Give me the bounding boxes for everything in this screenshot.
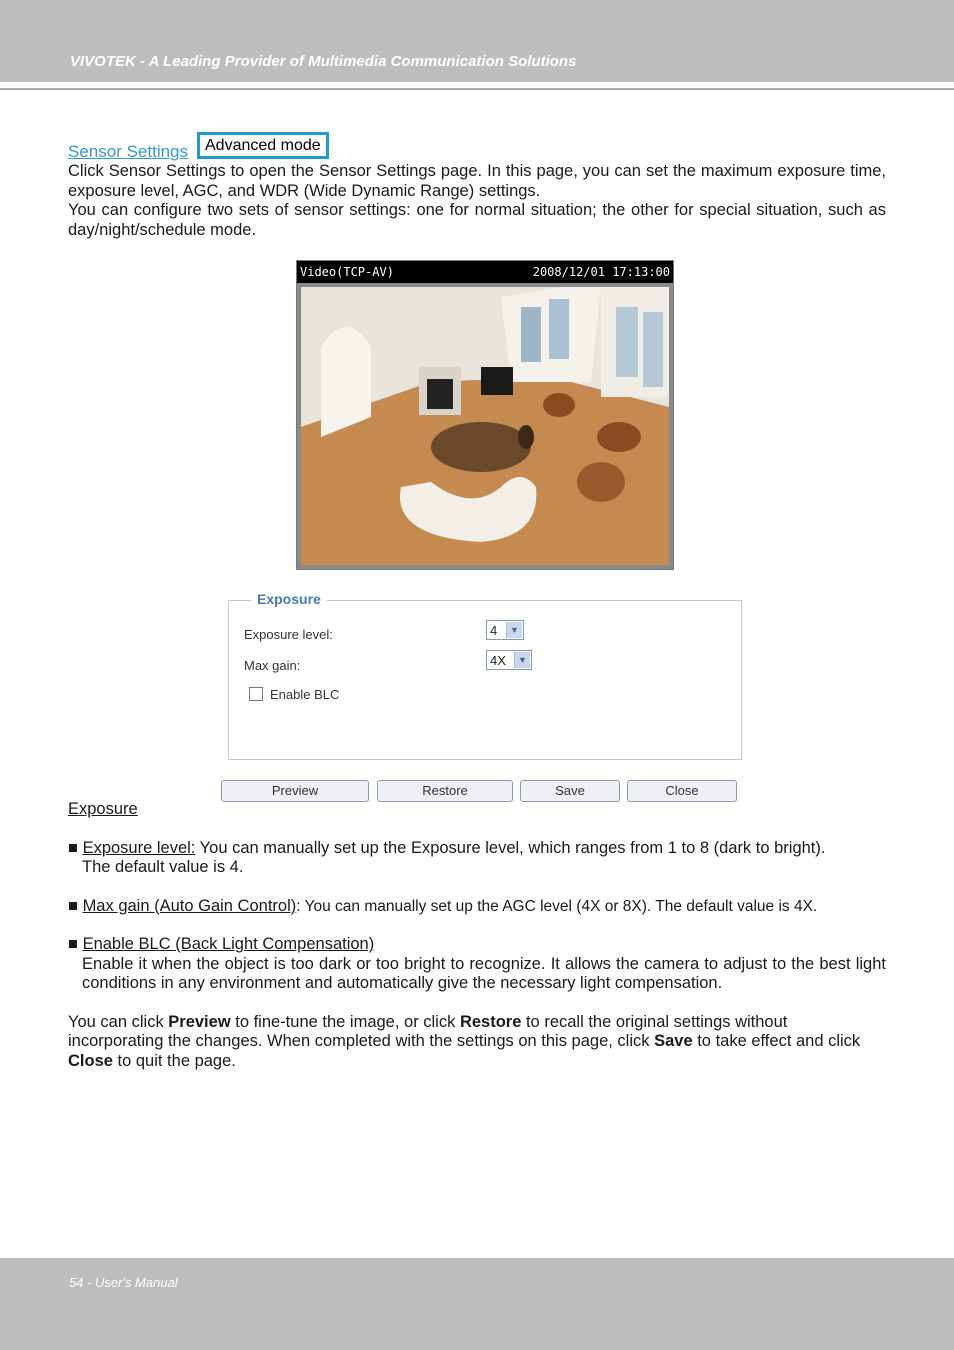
enable-blc-label: Enable BLC <box>270 687 340 702</box>
exposure-level-select[interactable] <box>486 620 524 640</box>
bullet-square-icon: ■ <box>68 935 78 953</box>
save-button[interactable]: Save <box>520 780 620 802</box>
header-title: VIVOTEK - A Leading Provider of Multimedia Communication Solutions <box>70 53 577 70</box>
bullet-2-title: Max gain (Auto Gain Control) <box>82 896 297 915</box>
footer-page-label: 54 - User's Manual <box>69 1275 178 1290</box>
ui-screenshot-figure <box>68 240 886 800</box>
chevron-down-icon: ▼ <box>514 652 530 668</box>
intro-paragraph-2: You can configure two sets of sensor settings: one for normal situation; the other for special situation, such as day/night/schedule mode. <box>68 201 886 239</box>
enable-blc-checkbox[interactable] <box>249 687 263 701</box>
main-content <box>68 132 886 1071</box>
exposure-fieldset <box>228 591 742 760</box>
exposure-level-value: 4 <box>490 623 498 638</box>
video-title: Video(TCP-AV) <box>300 265 394 279</box>
closing-restore: Restore <box>459 1012 522 1031</box>
section-heading-row <box>68 132 886 162</box>
video-preview <box>296 260 674 570</box>
max-gain-label: Max gain: <box>244 658 301 673</box>
bullet-square-icon: ■ <box>68 838 78 857</box>
bullet-1-text-2: The default value is 4. <box>82 858 244 876</box>
bullet-square-icon: ■ <box>68 896 78 915</box>
closing-paragraph: You can click Preview to fine-tune the image, or click Restore to recall the original settings without incorporating the changes. When completed with the settings on this page, click Save to take effect and click Close to quit the page. <box>68 1012 861 1070</box>
header-band <box>0 0 954 82</box>
bullet-max-gain <box>68 897 886 917</box>
closing-save: Save <box>654 1032 693 1050</box>
room-image <box>301 287 669 565</box>
video-title-bar <box>297 261 673 283</box>
preview-button[interactable]: Preview <box>221 780 369 802</box>
bullet-exposure-level <box>68 839 886 878</box>
footer-band <box>0 1258 954 1350</box>
bullet-3-text: Enable it when the object is too dark or too bright to recognize. It allows the camera to adjust to the best light conditions in any environment and automatically give the necessary light compensation. <box>82 954 886 992</box>
bullet-1-title: Exposure level: <box>82 838 196 857</box>
closing-preview: Preview <box>168 1012 231 1031</box>
exposure-heading <box>68 800 886 820</box>
exposure-level-label: Exposure level: <box>244 627 333 642</box>
closing-close: Close <box>68 1051 113 1070</box>
header-rule <box>0 88 954 90</box>
max-gain-value: 4X <box>490 653 506 668</box>
chevron-down-icon: ▼ <box>506 622 522 638</box>
video-timestamp: 2008/12/01 17:13:00 <box>532 265 670 279</box>
restore-button[interactable]: Restore <box>377 780 513 802</box>
max-gain-select[interactable] <box>486 650 532 670</box>
intro-paragraph-1: Click Sensor Settings to open the Sensor Settings page. In this page, you can set the maximum exposure time, exposure level, AGC, and WDR (Wide Dynamic Range) settings. <box>68 162 886 200</box>
close-button[interactable]: Close <box>627 780 737 802</box>
sensor-settings-link[interactable]: Sensor Settings <box>68 142 189 161</box>
bullet-enable-blc <box>68 935 886 994</box>
bullet-2-text: : You can manually set up the AGC level (4X or 8X). The default value is 4X. <box>296 897 818 915</box>
bullet-3-title: Enable BLC (Back Light Compensation) <box>82 935 375 953</box>
bullet-1-text: You can manually set up the Exposure level, which ranges from 1 to 8 (dark to bright). <box>195 838 826 857</box>
exposure-heading-text: Exposure <box>68 800 138 818</box>
advanced-mode-badge: Advanced mode <box>197 132 329 159</box>
exposure-legend: Exposure <box>251 590 327 610</box>
